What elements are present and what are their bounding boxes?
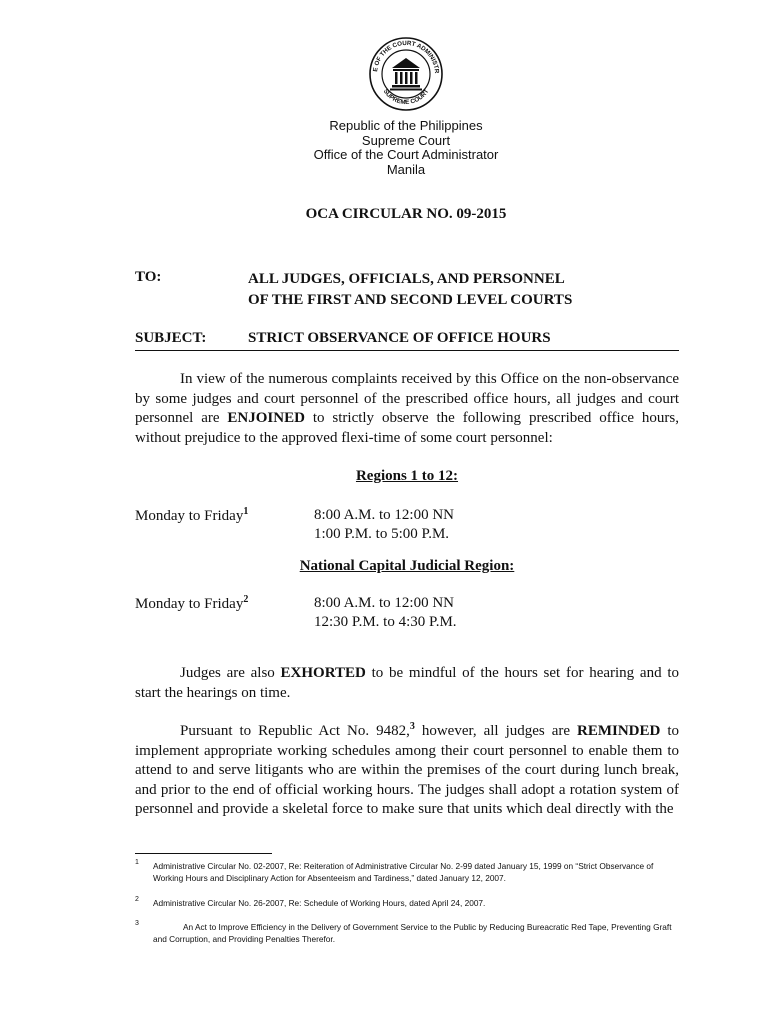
letterhead — [0, 119, 768, 177]
letterhead-republic: Republic of the Philippines — [329, 118, 483, 133]
ncjr-day: Monday to Friday$^2$ — [135, 594, 249, 612]
circular-title: OCA CIRCULAR NO. 09-2015 — [305, 206, 507, 222]
letterhead-supreme-court: Supreme Court — [361, 132, 451, 148]
regions-day: Monday to Friday$^1$ — [135, 506, 249, 524]
footnote-3-number: 3 — [135, 920, 139, 927]
exhort-paragraph: Judges are also EXHORTED to be mindful of the hours set for hearing and to start the hearings on time. — [135, 665, 679, 701]
footnote-2-number: 2 — [135, 896, 139, 903]
reminded-emphasis: REMINDED — [577, 723, 661, 739]
subject-label: SUBJECT: — [135, 330, 207, 346]
letterhead-office: Office of the Court Administrator — [313, 147, 499, 162]
seal-ring-top-text: E OF THE COURT ADMINISTR — [372, 39, 441, 74]
remind-paragraph: Pursuant to Republic Act No. 9482,$^3$ however, all judges are REMINDED to implement appropriate working schedules among their court personnel to enable them to attend to and serve litigants who are within the premises of the court during lunch break, and prior to the end of official working hours. The judges shall adopt a rotation system of personnel and provide a skeletal force to make sure that units which deal directly with the — [135, 721, 679, 817]
footnote-separator — [135, 853, 272, 854]
svg-text:SUPREME COURT — [382, 88, 431, 106]
to-line-2: OF THE FIRST AND SECOND LEVEL COURTS — [248, 292, 573, 308]
intro-paragraph: In view of the numerous complaints received by this Office on the non-observance by some judges and court personnel of the prescribed office hours, all judges and court personnel are ENJOINED to strictly observe the following prescribed office hours, without prejudice to the approved flexi-time of some court personnel: — [135, 371, 679, 446]
footnote-1 — [135, 860, 679, 884]
to-recipients — [248, 269, 572, 311]
footnote-2 — [135, 897, 679, 909]
subject-text: STRICT OBSERVANCE OF OFFICE HOURS — [248, 330, 551, 346]
exhorted-emphasis: EXHORTED — [280, 665, 366, 681]
regions-times — [314, 506, 454, 544]
footnote-ref-3: 3 — [409, 721, 415, 732]
letterhead-city: Manila — [386, 161, 426, 177]
seal-ring-bottom-text: SUPREME COURT — [381, 88, 431, 107]
to-line-1: ALL JUDGES, OFFICIALS, AND PERSONNEL — [248, 271, 565, 287]
enjoined-emphasis: ENJOINED — [227, 410, 305, 426]
subject-divider — [135, 350, 679, 351]
ncjr-heading: National Capital Judicial Region: — [299, 558, 515, 574]
regions-heading: Regions 1 to 12: — [355, 468, 459, 484]
regions-time-afternoon: 1:00 P.M. to 5:00 P.M. — [314, 526, 450, 542]
footnote-ref-2: 2 — [243, 594, 249, 605]
to-label: TO: — [135, 269, 162, 285]
footnote-3-text: An Act to Improve Efficiency in the Delivery of Government Service to the Public by Reducing Bureacratic Red Tape, Preventing Graft and Corruption, and Providing Penalties Therefor. — [153, 922, 672, 944]
oca-seal — [368, 36, 444, 112]
ncjr-time-morning: 8:00 A.M. to 12:00 NN — [314, 595, 455, 611]
ncjr-times — [314, 594, 457, 632]
footnote-3 — [135, 921, 679, 945]
footnote-2-text: Administrative Circular No. 26-2007, Re: Schedule of Working Hours, dated April 24, 2007. — [153, 898, 486, 908]
footnote-1-text: Administrative Circular No. 02-2007, Re: Reiteration of Administrative Circular No. 2-99 dated January 15, 1999 on “Strict Observance of Working Hours and Disciplinary Action for Absenteeism and Tardiness,” dated January 12, 2007. — [153, 861, 654, 883]
footnote-ref-1: 1 — [243, 506, 249, 517]
ncjr-time-afternoon: 12:30 P.M. to 4:30 P.M. — [314, 614, 457, 630]
footnote-1-number: 1 — [135, 859, 139, 866]
regions-time-morning: 8:00 A.M. to 12:00 NN — [314, 507, 455, 523]
